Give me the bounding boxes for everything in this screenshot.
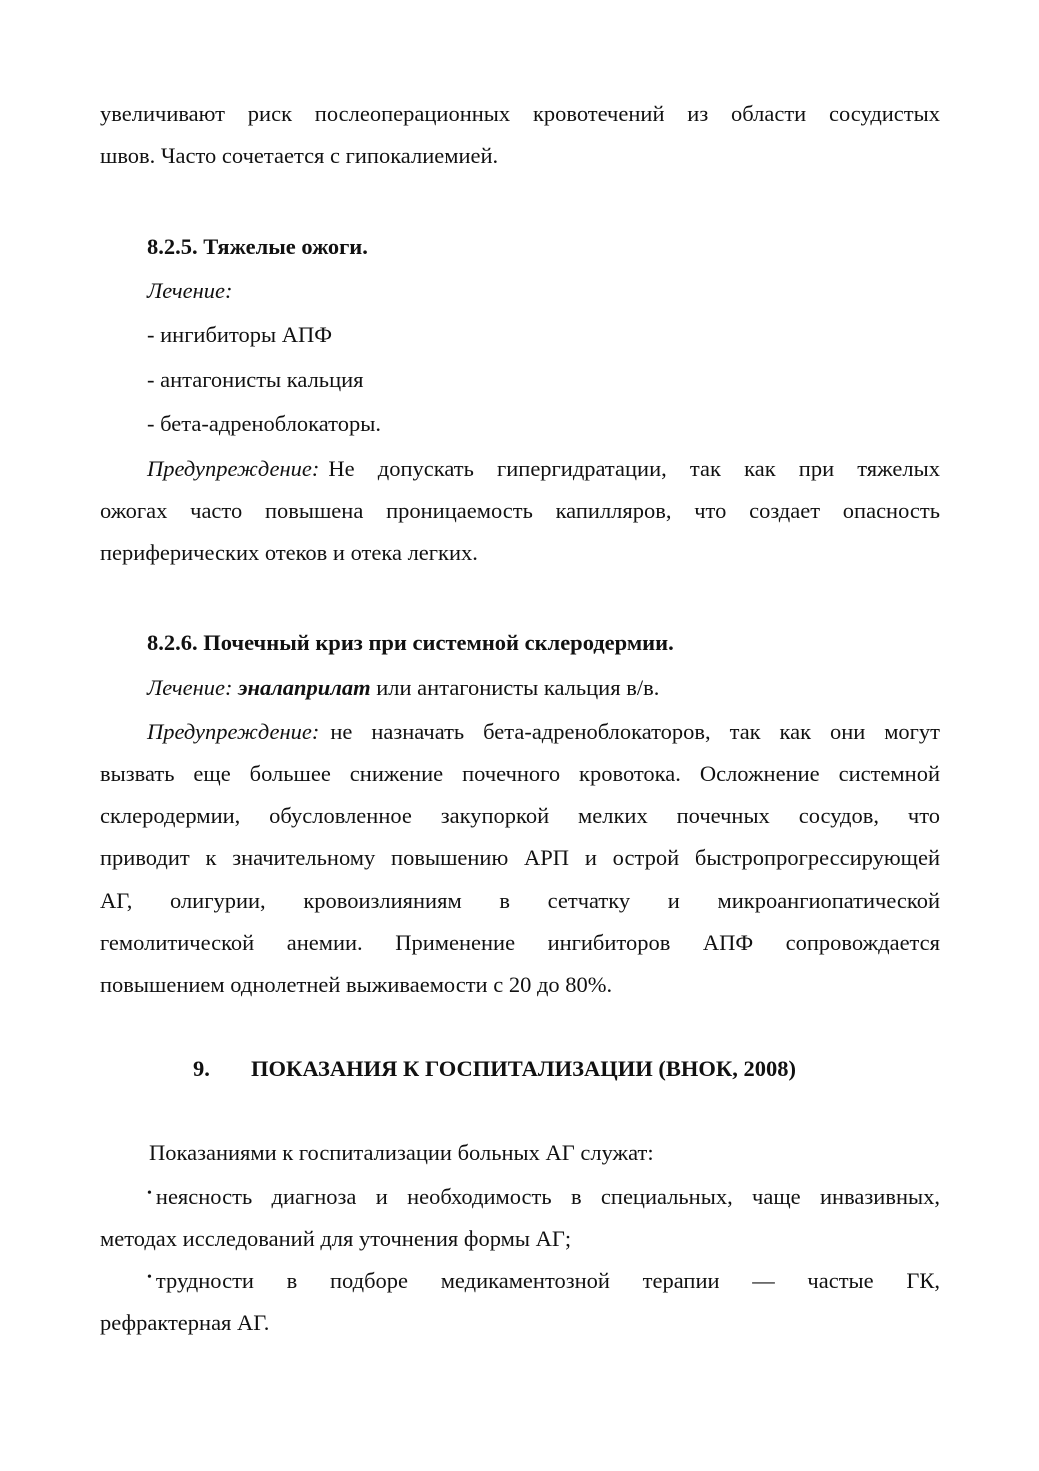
list-item: - антагонисты кальция <box>147 367 364 392</box>
paragraph-line: периферических отеков и отека легких. <box>100 540 478 565</box>
warning-label: Предупреждение: <box>147 456 320 481</box>
section-heading-9 <box>193 1054 796 1084</box>
paragraph-line: швов. Часто сочетается с гипокалиемией. <box>100 143 499 168</box>
list-item: - бета-адреноблокаторы. <box>147 411 381 436</box>
paragraph-line: приводит к значительному повышению АРП и острой быстропрогрессирующей <box>100 845 940 870</box>
paragraph-line: методах исследований для уточнения формы АГ; <box>100 1226 572 1251</box>
bullet-item <box>147 1182 940 1212</box>
warning-label: Предупреждение: <box>147 719 320 744</box>
list-item: - ингибиторы АПФ <box>147 322 333 347</box>
paragraph-line: склеродермии, обусловленное закупоркой мелких почечных сосудов, что <box>100 803 940 828</box>
warning-line <box>147 454 940 484</box>
paragraph-line: рефрактерная АГ. <box>100 1310 270 1335</box>
paragraph-line: повышением однолетней выживаемости с 20 до 80%. <box>100 972 613 997</box>
paragraph-line: АГ, олигурии, кровоизлияниям в сетчатку и микроангиопатической <box>100 888 940 913</box>
warning-text: Не допускать гипергидратации, так как при тяжелых <box>328 456 940 481</box>
warning-text: не назначать бета-адреноблокаторов, так как они могут <box>330 719 940 744</box>
section-heading-8-2-6: 8.2.6. Почечный криз при системной склеродермии. <box>147 630 674 655</box>
section-number: 9. <box>193 1056 210 1081</box>
intro-line: Показаниями к госпитализации больных АГ служат: <box>149 1140 654 1165</box>
section-title: ПОКАЗАНИЯ К ГОСПИТАЛИЗАЦИИ (ВНОК, 2008) <box>251 1056 796 1081</box>
bullet-icon: • <box>147 1270 152 1285</box>
bullet-item <box>147 1266 940 1296</box>
warning-line <box>147 717 940 747</box>
treatment-drug: эналаприлат <box>238 675 371 700</box>
bullet-icon: • <box>147 1186 152 1201</box>
bullet-text: неясность диагноза и необходимость в специальных, чаще инвазивных, <box>155 1184 940 1209</box>
treatment-line <box>147 673 940 703</box>
treatment-rest: или антагонисты кальция в/в. <box>376 675 660 700</box>
paragraph-line: гемолитической анемии. Применение ингибиторов АПФ сопровождается <box>100 930 940 955</box>
treatment-label: Лечение: <box>147 278 233 303</box>
section-heading-8-2-5: 8.2.5. Тяжелые ожоги. <box>147 234 368 259</box>
paragraph-line: увеличивают риск послеоперационных кровотечений из области сосудистых <box>100 101 940 126</box>
paragraph-line: ожогах часто повышена проницаемость капилляров, что создает опасность <box>100 498 940 523</box>
paragraph-line: вызвать еще большее снижение почечного кровотока. Осложнение системной <box>100 761 940 786</box>
treatment-label: Лечение: <box>147 675 233 700</box>
bullet-text: трудности в подборе медикаментозной терапии — частые ГК, <box>155 1268 940 1293</box>
